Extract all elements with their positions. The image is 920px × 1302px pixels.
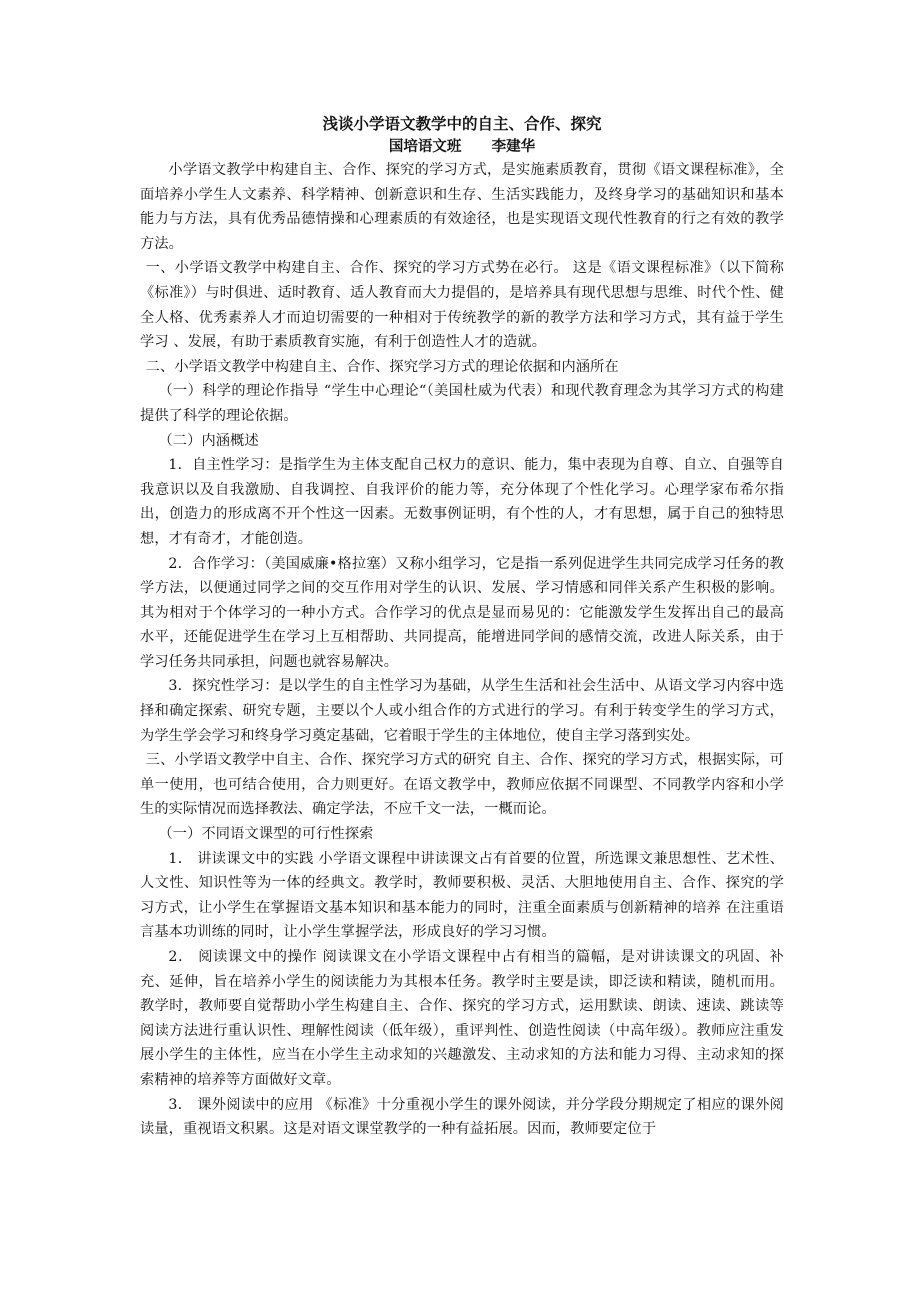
paragraph: 三、小学语文教学中自主、合作、探究学习方式的研究 自主、合作、探究的学习方式，根据实际，可单一使用，也可结合使用，合力则更好。在语文教学中，教师应依据不同课型、不同教学内容和小学生的实际情况而选择教法、确定学法，不应千文一法，一概而论。: [140, 752, 784, 818]
paragraph: 小学语文教学中构建自主、合作、探究的学习方式，是实施素质教育，贯彻《语文课程标准》，全面培养小学生人文素养、科学精神、创新意识和生存、生活实践能力，及终身学习的基础知识和基本能力与方法，具有优秀品德情操和心理素质的有效途径，也是实现语文现代性教育的行之有效的教学方法。: [140, 162, 784, 252]
paragraph: 2．合作学习：（美国威廉•格拉塞）又称小组学习，它是指一系列促进学生共同完成学习任务的教学方法，以便通过同学之间的交互作用对学生的认识、发展、学习情感和同伴关系产生积极的影响。其为相对于个体学习的一种小方式。合作学习的优点是显而易见的：它能激发学生发挥出自己的最高水平，还能促进学生在学习上互相帮助、共同提高，能增进同学间的感情交流，改进人际关系，由于学习任务共同承担，问题也就容易解决。: [140, 555, 784, 670]
paragraph: 一、小学语文教学中构建自主、合作、探究的学习方式势在必行。 这是《语文课程标准》（以下简称《标准》）与时俱进、适时教育、适人教育而大力提倡的，是培养具有现代思想与思维、时代个性、健全人格、优秀素养人才而迫切需要的一种相对于传统教学的新的教学方法和学习方式，其有益于学生学习 、发展，有助于素质教育实施，有利于创造性人才的造就。: [140, 260, 784, 351]
document-page: [140, 112, 784, 1142]
document-body: [140, 158, 784, 1142]
paragraph: 1． 讲读课文中的实践 小学语文课程中讲读课文占有首要的位置，所选课文兼思想性、艺术性、人文性、知识性等为一体的经典文。教学时，教师要积极、灵活、大胆地使用自主、合作、探究的学习方式，让小学生在掌握语文基本知识和基本能力的同时，注重全面素质与创新精神的培养 在注重语言基本功训练的同时，让小学生掌握学法，形成良好的学习习惯。: [140, 850, 784, 941]
paragraph: 3． 课外阅读中的应用 《标准》十分重视小学生的课外阅读，并分学段分期规定了相应的课外阅读量，重视语文积累。这是对语文课堂教学的一种有益拓展。因而，教师要定位于: [140, 1096, 784, 1138]
paragraph: （二）内涵概述: [158, 432, 259, 449]
paragraph: 1．自主性学习：是指学生为主体支配自己权力的意识、能力，集中表现为自尊、自立、自强等自我意识以及自我激励、自我调控、自我评价的能力等，充分体现了个性化学习。心理学家布希尔指出，创造力的形成离不开个性这一因素。无数事例证明，有个性的人，才有思想，属于自己的独特思想，才有奇才，才能创造。: [140, 457, 784, 547]
document-title: 浅谈小学语文教学中的自主、合作、探究: [322, 115, 602, 133]
paragraph: 2． 阅读课文中的操作 阅读课文在小学语文课程中占有相当的篇幅，是对讲读课文的巩固、补充、延伸，旨在培养小学生的阅读能力为其根本任务。教学时主要是读，即泛读和精读，随机而用。教学时，教师要自觉帮助小学生构建自主、合作、探究的学习方式，运用默读、朗读、速读、跳读等阅读方法进行重认识性、理解性阅读（低年级），重评判性、创造性阅读（中高年级）。教师应注重发展小学生的主体性，应当在小学生主动求知的兴趣激发、主动求知的方法和能力习得、主动求知的探索精神的培养等方面做好文章。: [140, 949, 784, 1088]
paragraph: （一）科学的理论作指导 “学生中心理论“（美国杜威为代表）和现代教育理念为其学习方式的构建提供了科学的理论依据。: [140, 383, 784, 424]
paragraph: 二、小学语文教学中构建自主、合作、探究学习方式的理论依据和内涵所在: [145, 358, 619, 375]
paragraph: （一）不同语文课型的可行性探索: [158, 826, 374, 843]
paragraph: 3．探究性学习：是以学生的自主性学习为基础，从学生生活和社会生活中、从语文学习内容中选择和确定探索、研究专题，主要以个人或小组合作的方式进行的学习。有利于转变学生的学习方式，为学生学会学习和终身学习奠定基础，它着眼于学生的主体地位，使自主学习落到实处。: [140, 678, 784, 744]
document-byline: 国培语文班 李建华: [388, 139, 536, 155]
